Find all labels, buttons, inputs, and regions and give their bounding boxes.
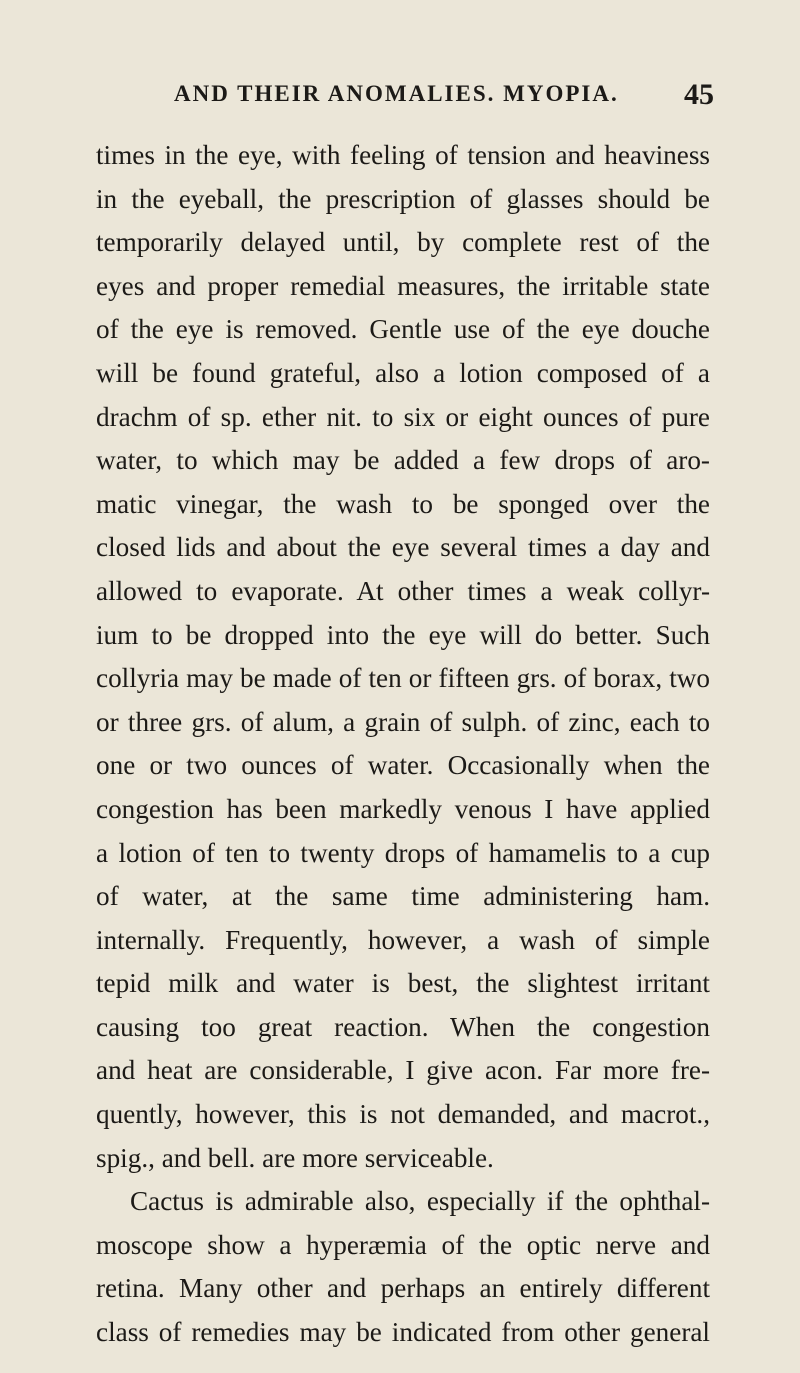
text-line: causing too great reaction. When the congestion xyxy=(96,1011,710,1042)
page-number: 45 xyxy=(684,78,714,111)
running-title: AND THEIR ANOMALIES. MYOPIA. xyxy=(174,81,619,106)
text-line: moscope show a hyperæmia of the optic nerve and xyxy=(96,1229,710,1260)
text-line: class of remedies may be indicated from other general xyxy=(96,1317,710,1348)
text-line: water, to which may be added a few drops of aro- xyxy=(96,445,710,476)
text-line: will be found grateful, also a lotion composed of a xyxy=(96,357,710,388)
text-line: congestion has been markedly venous I have applied xyxy=(96,793,710,824)
text-line: drachm of sp. ether nit. to six or eight ounces of pure xyxy=(96,401,710,432)
text-line: quently, however, this is not demanded, and macrot., xyxy=(96,1099,710,1130)
text-line: ium to be dropped into the eye will do better. Such xyxy=(96,619,710,650)
text-line: temporarily delayed until, by complete rest of the xyxy=(96,227,710,258)
text-line: internally. Frequently, however, a wash of simple xyxy=(96,924,710,955)
text-line: collyria may be made of ten or fifteen grs. of borax, two xyxy=(96,663,710,694)
text-line: of the eye is removed. Gentle use of the eye douche xyxy=(96,314,710,345)
text-line: or three grs. of alum, a grain of sulph. of zinc, each to xyxy=(96,706,710,737)
text-line: tepid milk and water is best, the slightest irritant xyxy=(96,968,710,999)
text-line: in the eyeball, the prescription of glasses should be xyxy=(96,183,710,214)
text-line: Cactus is admirable also, especially if the ophthal- xyxy=(130,1186,710,1217)
text-line: spig., and bell. are more serviceable. xyxy=(96,1142,494,1173)
text-line: allowed to evaporate. At other times a weak collyr- xyxy=(96,575,710,606)
text-line: matic vinegar, the wash to be sponged over the xyxy=(96,488,710,519)
text-line: closed lids and about the eye several times a day and xyxy=(96,532,710,563)
page-header xyxy=(174,78,714,117)
text-line: a lotion of ten to twenty drops of hamamelis to a cup xyxy=(96,837,710,868)
text-line: of water, at the same time administering ham. xyxy=(96,881,710,912)
text-line: one or two ounces of water. Occasionally when the xyxy=(96,750,710,781)
text-line: retina. Many other and perhaps an entirely different xyxy=(96,1273,710,1304)
text-line: eyes and proper remedial measures, the irritable state xyxy=(96,270,710,301)
body-text xyxy=(96,134,710,1355)
text-line: times in the eye, with feeling of tension and heaviness xyxy=(96,140,710,170)
text-line: and heat are considerable, I give acon. Far more fre- xyxy=(96,1055,710,1086)
